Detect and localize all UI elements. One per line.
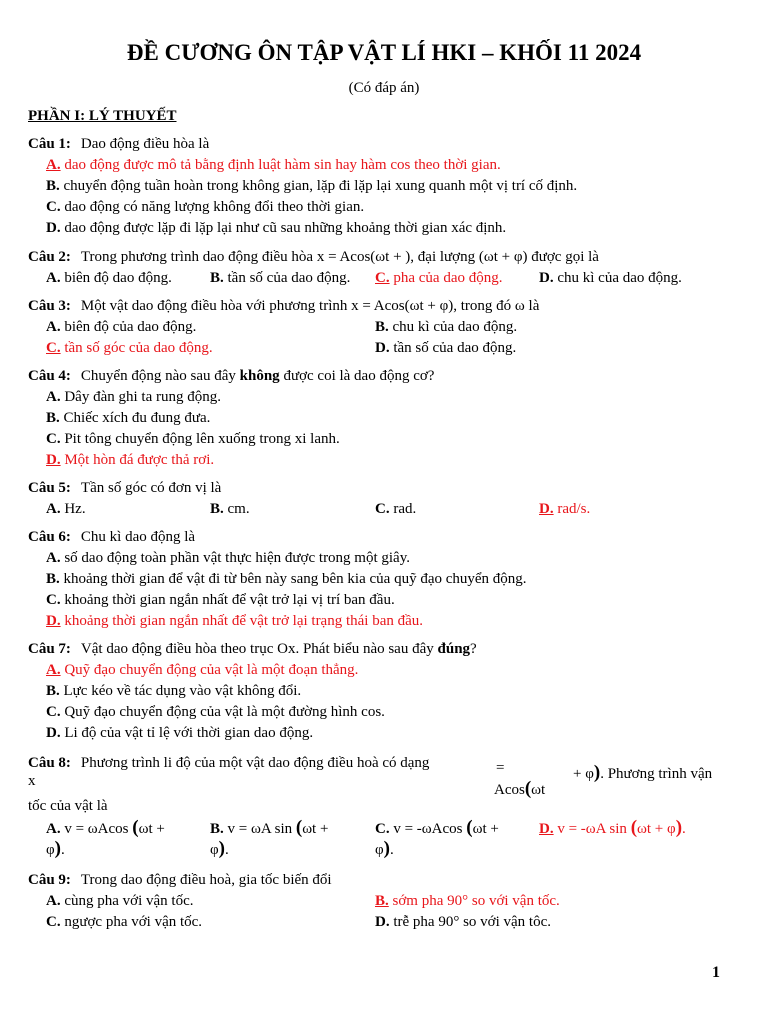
q2-option-c: C. pha của dao động. (375, 270, 503, 286)
q8-equation-x: x (28, 773, 36, 789)
q9-option-c: C. ngược pha với vận tốc. (46, 914, 203, 930)
q9-option-d: D. trễ pha 90° so với vận tôc. (375, 914, 551, 930)
question-5-text: Tần số góc có đơn vị là (80, 480, 222, 496)
question-2: Câu 2: Trong phương trình dao động điều hòa x = Acos(ωt + ), đại lượng (ωt + φ) được gọi là (28, 249, 599, 265)
q6-option-a: A. số dao động toàn phần vật thực hiện được trong một giây. (46, 550, 410, 566)
question-7: Câu 7: Vật dao động điều hòa theo trục Ox. Phát biểu nào sau đây đúng? (28, 641, 477, 657)
question-5: Câu 5: Tần số góc có đơn vị là (28, 480, 222, 496)
q3-option-c: C. tần số góc của dao động. (46, 340, 213, 356)
question-9: Câu 9: Trong dao động điều hoà, gia tốc biến đổi (28, 872, 332, 888)
q6-option-c: C. khoảng thời gian ngắn nhất để vật trở lại vị trí ban đầu. (46, 592, 395, 608)
page-number: 1 (712, 964, 720, 981)
q2-option-d: D. chu kì của dao động. (539, 270, 682, 286)
q9-option-a: A. cùng pha với vận tốc. (46, 893, 194, 909)
q6-option-d: D. khoảng thời gian ngắn nhất để vật trở lại trạng thái ban đầu. (46, 613, 424, 629)
question-3: Câu 3: Một vật dao động điều hòa với phương trình x = Acos(ωt + φ), trong đó ω là (28, 298, 540, 314)
question-1: Câu 1: Dao động điều hòa là (28, 136, 210, 152)
q5-option-c: C. rad. (375, 501, 417, 517)
q4-option-b: B. Chiếc xích đu đung đưa. (46, 410, 211, 426)
section-heading: PHẦN I: LÝ THUYẾT (28, 108, 177, 124)
q8-equation-tail: + φ). Phương trình vận (573, 762, 713, 783)
q2-option-b: B. tần số của dao động. (210, 270, 351, 286)
q9-option-b: B. sớm pha 90° so với vận tốc. (375, 893, 560, 909)
q7-option-b: B. Lực kéo về tác dụng vào vật không đổi. (46, 683, 302, 699)
question-3-text: Một vật dao động điều hòa với phương trình x = Acos(ωt + φ), trong đó ω là (80, 298, 540, 314)
question-2-text: Trong phương trình dao động điều hòa x = Acos(ωt + ), đại lượng (ωt + φ) được gọi là (80, 249, 599, 265)
q2-option-a: A. biên độ dao động. (46, 270, 172, 286)
q5-option-b: B. cm. (210, 501, 250, 517)
question-6-text: Chu kì dao động là (80, 529, 196, 545)
q1-option-d: D. dao động được lặp đi lặp lại như cũ sau những khoảng thời gian xác định. (46, 220, 507, 236)
q8-continuation: tốc của vật là (28, 798, 108, 814)
emphasis-word: đúng (437, 641, 471, 657)
q6-option-b: B. khoảng thời gian để vật đi từ bên này sang bên kia của quỹ đạo chuyển động. (46, 571, 527, 587)
q8-option-d: D. v = -ωA sin (ωt + φ). (539, 817, 686, 838)
q3-option-d: D. tần số của dao động. (375, 340, 517, 356)
emphasis-word: không (239, 368, 280, 384)
q1-option-a: A. dao động được mô tả bằng định luật hàm sin hay hàm cos theo thời gian. (46, 157, 501, 173)
question-1-text: Dao động điều hòa là (80, 136, 210, 152)
q8-equation-acos: Acos(ωt (494, 778, 546, 799)
q1-option-c: C. dao động có năng lượng không đổi theo thời gian. (46, 199, 365, 215)
q1-option-b: B. chuyển động tuần hoàn trong không gian, lặp đi lặp lại xung quanh một vị trí cố định. (46, 178, 578, 194)
q4-option-c: C. Pit tông chuyển động lên xuống trong xi lanh. (46, 431, 340, 447)
document-subtitle: (Có đáp án) (348, 80, 420, 96)
q5-option-d: D. rad/s. (539, 501, 591, 517)
q8-option-c: C. v = -ωAcos (ωt + φ). (375, 817, 499, 859)
q8-equation-equals: = (496, 760, 505, 776)
q7-option-d: D. Li độ của vật tỉ lệ với thời gian dao động. (46, 725, 314, 741)
q8-option-b: B. v = ωA sin (ωt + φ). (210, 817, 329, 859)
question-8: Câu 8: Phương trình li độ của một vật dao động điều hoà có dạng (28, 755, 430, 771)
q7-option-c: C. Quỹ đạo chuyển động của vật là một đường hình cos. (46, 704, 385, 720)
q5-option-a: A. Hz. (46, 501, 86, 517)
question-9-text: Trong dao động điều hoà, gia tốc biến đổi (80, 872, 332, 888)
q3-option-b: B. chu kì của dao động. (375, 319, 518, 335)
document-title: ĐỀ CƯƠNG ÔN TẬP VẬT LÍ HKI – KHỐI 11 2024 (126, 40, 642, 65)
q4-option-a: A. Dây đàn ghi ta rung động. (46, 389, 221, 405)
question-4: Câu 4: Chuyển động nào sau đây không được coi là dao động cơ? (28, 368, 435, 384)
question-6: Câu 6: Chu kì dao động là (28, 529, 196, 545)
question-8-text: Phương trình li độ của một vật dao động điều hoà có dạng (80, 755, 430, 771)
q7-option-a: A. Quỹ đạo chuyển động của vật là một đoạn thẳng. (46, 662, 359, 678)
q3-option-a: A. biên độ của dao động. (46, 319, 197, 335)
q4-option-d: D. Một hòn đá được thả rơi. (46, 452, 215, 468)
q8-option-a: A. v = ωAcos (ωt + φ). (46, 817, 165, 859)
